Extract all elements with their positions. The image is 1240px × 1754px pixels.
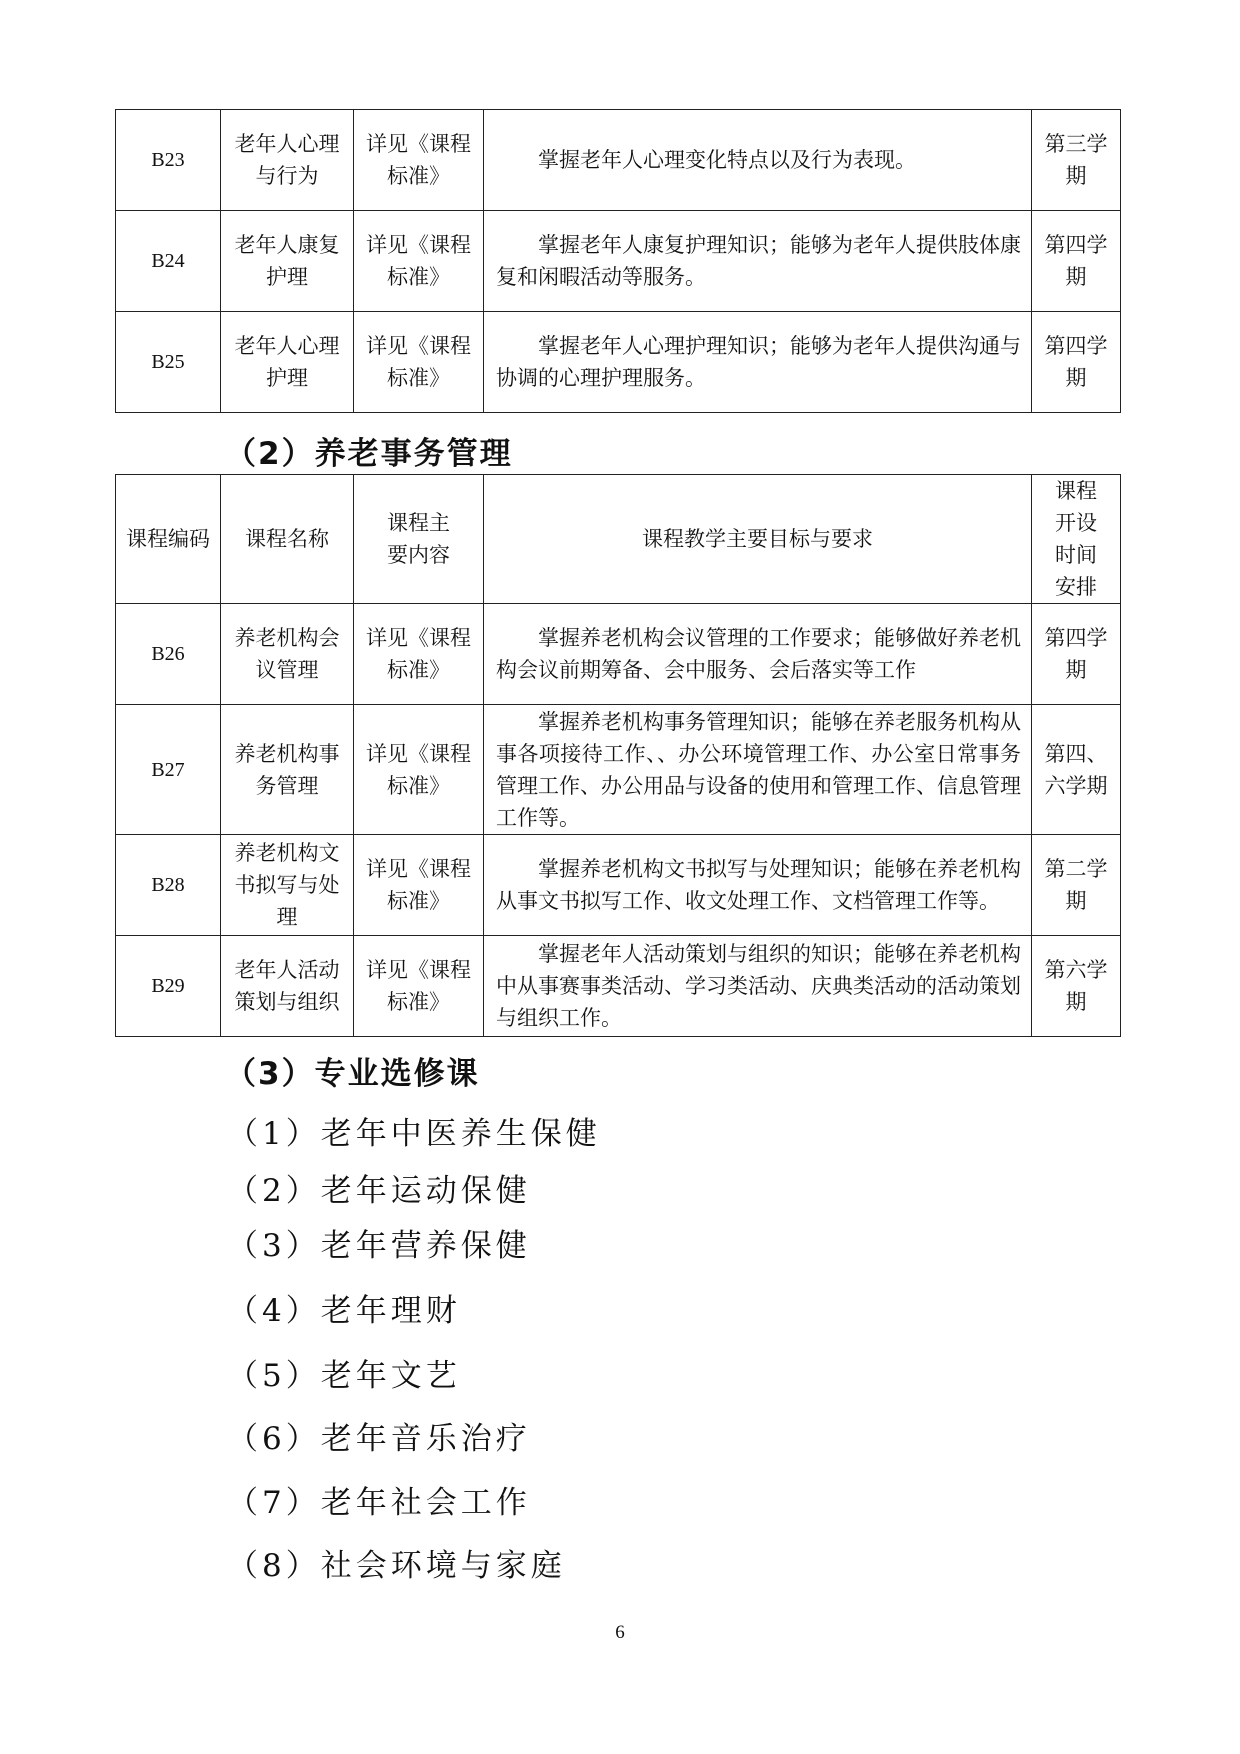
table-row <box>116 604 1121 705</box>
course-code: B26 <box>116 604 221 705</box>
course-code: B29 <box>116 936 221 1037</box>
table-row <box>116 705 1121 835</box>
elective-item: （7）老年社会工作 <box>227 1485 531 1521</box>
course-goal: 掌握养老机构会议管理的工作要求；能够做好养老机构会议前期筹备、会中服务、会后落实等工作 <box>484 604 1032 705</box>
course-table-continued <box>115 109 1121 413</box>
elective-item: （4）老年理财 <box>227 1293 461 1329</box>
elective-item: （8）社会环境与家庭 <box>227 1548 566 1584</box>
header-code: 课程编码 <box>116 475 221 604</box>
table-header-row <box>116 475 1121 604</box>
table-row <box>116 110 1121 211</box>
course-term: 第四学期 <box>1032 604 1121 705</box>
course-code: B28 <box>116 835 221 936</box>
course-goal: 掌握老年人心理护理知识；能够为老年人提供沟通与协调的心理护理服务。 <box>484 312 1032 413</box>
elective-item: （3）老年营养保健 <box>227 1228 531 1264</box>
course-code: B24 <box>116 211 221 312</box>
header-goal: 课程教学主要目标与要求 <box>484 475 1032 604</box>
course-term: 第三学期 <box>1032 110 1121 211</box>
course-goal: 掌握老年人活动策划与组织的知识；能够在养老机构中从事赛事类活动、学习类活动、庆典类活动的活动策划与组织工作。 <box>484 936 1032 1037</box>
course-name: 老年人康复护理 <box>221 211 354 312</box>
elective-item: （6）老年音乐治疗 <box>227 1421 531 1457</box>
table-row <box>116 936 1121 1037</box>
course-table-eldercare-affairs <box>115 474 1121 1037</box>
elective-item: （2）老年运动保健 <box>227 1173 531 1209</box>
table-row <box>116 211 1121 312</box>
table-row <box>116 312 1121 413</box>
course-term: 第四学期 <box>1032 312 1121 413</box>
header-content: 课程主要内容 <box>354 475 484 604</box>
course-name: 养老机构会议管理 <box>221 604 354 705</box>
course-content: 详见《课程标准》 <box>354 604 484 705</box>
section-heading-eldercare-affairs: （2）养老事务管理 <box>225 436 513 472</box>
course-term: 第二学期 <box>1032 835 1121 936</box>
header-name: 课程名称 <box>221 475 354 604</box>
course-content: 详见《课程标准》 <box>354 936 484 1037</box>
course-term: 第四学期 <box>1032 211 1121 312</box>
course-content: 详见《课程标准》 <box>354 312 484 413</box>
page-number: 6 <box>615 1622 625 1643</box>
course-goal: 掌握老年人康复护理知识；能够为老年人提供肢体康复和闲暇活动等服务。 <box>484 211 1032 312</box>
course-content: 详见《课程标准》 <box>354 211 484 312</box>
elective-item: （1）老年中医养生保健 <box>227 1116 601 1152</box>
course-goal: 掌握老年人心理变化特点以及行为表现。 <box>484 110 1032 211</box>
course-name: 老年人心理护理 <box>221 312 354 413</box>
elective-item: （5）老年文艺 <box>227 1358 461 1394</box>
course-name: 老年人活动策划与组织 <box>221 936 354 1037</box>
header-term: 课程开设时间安排 <box>1032 475 1121 604</box>
course-code: B23 <box>116 110 221 211</box>
course-code: B27 <box>116 705 221 835</box>
course-name: 养老机构事务管理 <box>221 705 354 835</box>
course-content: 详见《课程标准》 <box>354 110 484 211</box>
course-code: B25 <box>116 312 221 413</box>
course-name: 养老机构文书拟写与处理 <box>221 835 354 936</box>
section-heading-electives: （3）专业选修课 <box>225 1056 480 1092</box>
course-content: 详见《课程标准》 <box>354 705 484 835</box>
table-row <box>116 835 1121 936</box>
course-goal: 掌握养老机构文书拟写与处理知识；能够在养老机构从事文书拟写工作、收文处理工作、文档管理工作等。 <box>484 835 1032 936</box>
course-content: 详见《课程标准》 <box>354 835 484 936</box>
course-goal: 掌握养老机构事务管理知识；能够在养老服务机构从事各项接待工作、、办公环境管理工作、办公室日常事务管理工作、办公用品与设备的使用和管理工作、信息管理工作等。 <box>484 705 1032 835</box>
course-term: 第四、六学期 <box>1032 705 1121 835</box>
course-term: 第六学期 <box>1032 936 1121 1037</box>
course-name: 老年人心理与行为 <box>221 110 354 211</box>
